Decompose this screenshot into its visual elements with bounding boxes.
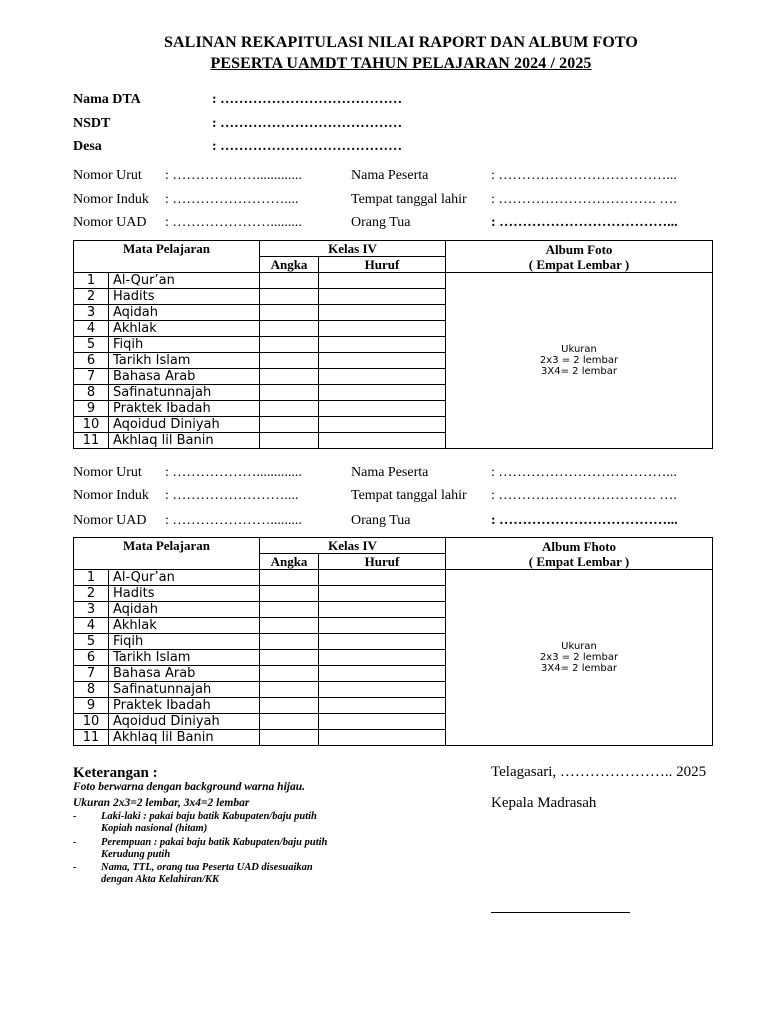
grade-table bbox=[73, 537, 713, 746]
keterangan-item bbox=[73, 811, 373, 835]
nomor-uad-value: : …………………......... bbox=[165, 513, 302, 528]
nomor-uad-value: : …………………......... bbox=[165, 215, 302, 230]
keterangan-item-text: Laki-laki : pakai baju batik Kabupaten/baju putih bbox=[101, 811, 317, 822]
photo-size-3x4: 3X4= 2 lembar bbox=[541, 366, 617, 377]
huruf-cell[interactable] bbox=[319, 401, 446, 417]
subject-name: Praktek Ibadah bbox=[109, 698, 260, 714]
huruf-cell[interactable] bbox=[319, 698, 446, 714]
nomor-uad-label: Nomor UAD bbox=[73, 513, 147, 528]
angka-cell[interactable] bbox=[260, 650, 319, 666]
col-mata-pelajaran: Mata Pelajaran bbox=[74, 241, 260, 273]
subject-name: Al-Qur’an bbox=[109, 273, 260, 289]
desa-value: : ………………………………… bbox=[212, 139, 403, 154]
huruf-cell[interactable] bbox=[319, 586, 446, 602]
col-album-foto bbox=[446, 241, 713, 273]
subject-name: Hadits bbox=[109, 586, 260, 602]
row-number: 6 bbox=[74, 353, 109, 369]
huruf-cell[interactable] bbox=[319, 321, 446, 337]
bullet-dash: - bbox=[73, 837, 77, 848]
keterangan-item-text: dengan Akta Kelahiran/KK bbox=[101, 874, 220, 885]
nama-peserta-value: : ………………………………... bbox=[491, 168, 677, 183]
nsdt-label: NSDT bbox=[73, 116, 111, 131]
subject-name: Aqidah bbox=[109, 305, 260, 321]
huruf-cell[interactable] bbox=[319, 417, 446, 433]
huruf-cell[interactable] bbox=[319, 289, 446, 305]
subject-name: Akhlaq lil Banin bbox=[109, 433, 260, 449]
huruf-cell[interactable] bbox=[319, 385, 446, 401]
nama-peserta-label: Nama Peserta bbox=[351, 465, 429, 480]
row-number: 3 bbox=[74, 602, 109, 618]
keterangan-item bbox=[73, 837, 373, 861]
angka-cell[interactable] bbox=[260, 602, 319, 618]
angka-cell[interactable] bbox=[260, 385, 319, 401]
row-number: 6 bbox=[74, 650, 109, 666]
row-number: 5 bbox=[74, 337, 109, 353]
nomor-induk-value: : …………………….... bbox=[165, 488, 299, 503]
photo-area bbox=[446, 273, 713, 449]
grade-table bbox=[73, 240, 713, 449]
angka-cell[interactable] bbox=[260, 714, 319, 730]
row-number: 7 bbox=[74, 666, 109, 682]
row-number: 4 bbox=[74, 618, 109, 634]
keterangan-heading: Keterangan : bbox=[73, 765, 158, 781]
row-number: 11 bbox=[74, 433, 109, 449]
huruf-cell[interactable] bbox=[319, 682, 446, 698]
table-row bbox=[74, 273, 713, 289]
bullet-dash: - bbox=[73, 811, 77, 822]
huruf-cell[interactable] bbox=[319, 337, 446, 353]
nomor-induk-label: Nomor Induk bbox=[73, 488, 149, 503]
angka-cell[interactable] bbox=[260, 401, 319, 417]
table-row bbox=[74, 570, 713, 586]
col-mata-pelajaran: Mata Pelajaran bbox=[74, 538, 260, 570]
subject-name: Safinatunnajah bbox=[109, 682, 260, 698]
nomor-induk-label: Nomor Induk bbox=[73, 192, 149, 207]
subject-name: Bahasa Arab bbox=[109, 369, 260, 385]
orang-tua-value: : ………………………………... bbox=[491, 215, 678, 230]
angka-cell[interactable] bbox=[260, 289, 319, 305]
subject-name: Akhlak bbox=[109, 321, 260, 337]
row-number: 4 bbox=[74, 321, 109, 337]
row-number: 1 bbox=[74, 273, 109, 289]
angka-cell[interactable] bbox=[260, 337, 319, 353]
nama-dta-label: Nama DTA bbox=[73, 92, 141, 107]
row-number: 1 bbox=[74, 570, 109, 586]
row-number: 10 bbox=[74, 714, 109, 730]
huruf-cell[interactable] bbox=[319, 650, 446, 666]
nomor-uad-label: Nomor UAD bbox=[73, 215, 147, 230]
subject-name: Aqoidud Diniyah bbox=[109, 417, 260, 433]
album-subtitle: ( Empat Lembar ) bbox=[528, 553, 630, 569]
huruf-cell[interactable] bbox=[319, 273, 446, 289]
photo-size-2x3: 2x3 = 2 lembar bbox=[539, 652, 619, 663]
ttl-value: : ……………………………. …. bbox=[491, 192, 677, 207]
row-number: 10 bbox=[74, 417, 109, 433]
nama-peserta-label: Nama Peserta bbox=[351, 168, 429, 183]
col-angka: Angka bbox=[260, 257, 319, 273]
keterangan-item bbox=[73, 862, 373, 886]
subject-name: Hadits bbox=[109, 289, 260, 305]
row-number: 2 bbox=[74, 289, 109, 305]
huruf-cell[interactable] bbox=[319, 570, 446, 586]
huruf-cell[interactable] bbox=[319, 433, 446, 449]
subject-name: Tarikh Islam bbox=[109, 650, 260, 666]
photo-size-label: Ukuran bbox=[561, 344, 597, 355]
album-title: Album Fhoto bbox=[541, 538, 617, 554]
orang-tua-label: Orang Tua bbox=[351, 215, 411, 230]
col-album-foto bbox=[446, 538, 713, 570]
huruf-cell[interactable] bbox=[319, 353, 446, 369]
orang-tua-label: Orang Tua bbox=[351, 513, 411, 528]
keterangan-line: Foto berwarna dengan background warna hijau. bbox=[73, 781, 305, 793]
nomor-urut-value: : ………………............. bbox=[165, 465, 302, 480]
document-subtitle: PESERTA UAMDT TAHUN PELAJARAN 2024 / 2025 bbox=[210, 55, 592, 72]
huruf-cell[interactable] bbox=[319, 305, 446, 321]
huruf-cell[interactable] bbox=[319, 618, 446, 634]
col-huruf: Huruf bbox=[319, 554, 446, 570]
nama-dta-value: : ………………………………… bbox=[212, 92, 403, 107]
angka-cell[interactable] bbox=[260, 586, 319, 602]
angka-cell[interactable] bbox=[260, 682, 319, 698]
album-subtitle: ( Empat Lembar ) bbox=[528, 256, 630, 272]
subject-name: Aqidah bbox=[109, 602, 260, 618]
col-angka: Angka bbox=[260, 554, 319, 570]
col-kelas: Kelas IV bbox=[260, 241, 446, 257]
document-title: SALINAN REKAPITULASI NILAI RAPORT DAN ALBUM FOTO bbox=[164, 34, 638, 51]
subject-name: Safinatunnajah bbox=[109, 385, 260, 401]
keterangan-line: Ukuran 2x3=2 lembar, 3x4=2 lembar bbox=[73, 797, 250, 809]
subject-name: Fiqih bbox=[109, 337, 260, 353]
keterangan-item-text: Nama, TTL, orang tua Peserta UAD disesuaikan bbox=[101, 862, 313, 873]
row-number: 11 bbox=[74, 730, 109, 746]
subject-name: Bahasa Arab bbox=[109, 666, 260, 682]
huruf-cell[interactable] bbox=[319, 602, 446, 618]
huruf-cell[interactable] bbox=[319, 714, 446, 730]
orang-tua-value: : ………………………………... bbox=[491, 513, 678, 528]
angka-cell[interactable] bbox=[260, 433, 319, 449]
angka-cell[interactable] bbox=[260, 618, 319, 634]
huruf-cell[interactable] bbox=[319, 369, 446, 385]
angka-cell[interactable] bbox=[260, 305, 319, 321]
nomor-urut-label: Nomor Urut bbox=[73, 168, 142, 183]
row-number: 9 bbox=[74, 401, 109, 417]
photo-size-3x4: 3X4= 2 lembar bbox=[541, 663, 617, 674]
angka-cell[interactable] bbox=[260, 698, 319, 714]
row-number: 7 bbox=[74, 369, 109, 385]
angka-cell[interactable] bbox=[260, 353, 319, 369]
nomor-urut-label: Nomor Urut bbox=[73, 465, 142, 480]
col-kelas: Kelas IV bbox=[260, 538, 446, 554]
keterangan-item-text: Kerudung putih bbox=[101, 849, 171, 860]
subject-name: Fiqih bbox=[109, 634, 260, 650]
row-number: 9 bbox=[74, 698, 109, 714]
angka-cell[interactable] bbox=[260, 321, 319, 337]
angka-cell[interactable] bbox=[260, 730, 319, 746]
album-title: Album Foto bbox=[545, 241, 613, 257]
subject-name: Aqoidud Diniyah bbox=[109, 714, 260, 730]
angka-cell[interactable] bbox=[260, 570, 319, 586]
nsdt-value: : ………………………………… bbox=[212, 116, 403, 131]
keterangan-item-text: Kopiah nasional (hitam) bbox=[101, 823, 208, 834]
desa-label: Desa bbox=[73, 139, 102, 154]
row-number: 8 bbox=[74, 385, 109, 401]
angka-cell[interactable] bbox=[260, 666, 319, 682]
row-number: 2 bbox=[74, 586, 109, 602]
huruf-cell[interactable] bbox=[319, 634, 446, 650]
signature-place-date: Telagasari, ………………….. 2025 bbox=[491, 764, 707, 780]
subject-name: Al-Qur’an bbox=[109, 570, 260, 586]
row-number: 3 bbox=[74, 305, 109, 321]
subject-name: Praktek Ibadah bbox=[109, 401, 260, 417]
col-huruf: Huruf bbox=[319, 257, 446, 273]
bullet-dash: - bbox=[73, 862, 77, 873]
subject-name: Tarikh Islam bbox=[109, 353, 260, 369]
nomor-urut-value: : ………………............. bbox=[165, 168, 302, 183]
nama-peserta-value: : ………………………………... bbox=[491, 465, 677, 480]
ttl-label: Tempat tanggal lahir bbox=[351, 488, 467, 503]
angka-cell[interactable] bbox=[260, 369, 319, 385]
keterangan-item-text: Perempuan : pakai baju batik Kabupaten/baju putih bbox=[101, 837, 328, 848]
angka-cell[interactable] bbox=[260, 634, 319, 650]
photo-size-2x3: 2x3 = 2 lembar bbox=[539, 355, 619, 366]
huruf-cell[interactable] bbox=[319, 730, 446, 746]
row-number: 5 bbox=[74, 634, 109, 650]
row-number: 8 bbox=[74, 682, 109, 698]
angka-cell[interactable] bbox=[260, 417, 319, 433]
huruf-cell[interactable] bbox=[319, 666, 446, 682]
nomor-induk-value: : …………………….... bbox=[165, 192, 299, 207]
photo-size-label: Ukuran bbox=[561, 641, 597, 652]
subject-name: Akhlaq lil Banin bbox=[109, 730, 260, 746]
subject-name: Akhlak bbox=[109, 618, 260, 634]
ttl-label: Tempat tanggal lahir bbox=[351, 192, 467, 207]
signature-line bbox=[491, 912, 630, 913]
signature-role: Kepala Madrasah bbox=[491, 795, 597, 811]
photo-area bbox=[446, 570, 713, 746]
angka-cell[interactable] bbox=[260, 273, 319, 289]
ttl-value: : ……………………………. …. bbox=[491, 488, 677, 503]
